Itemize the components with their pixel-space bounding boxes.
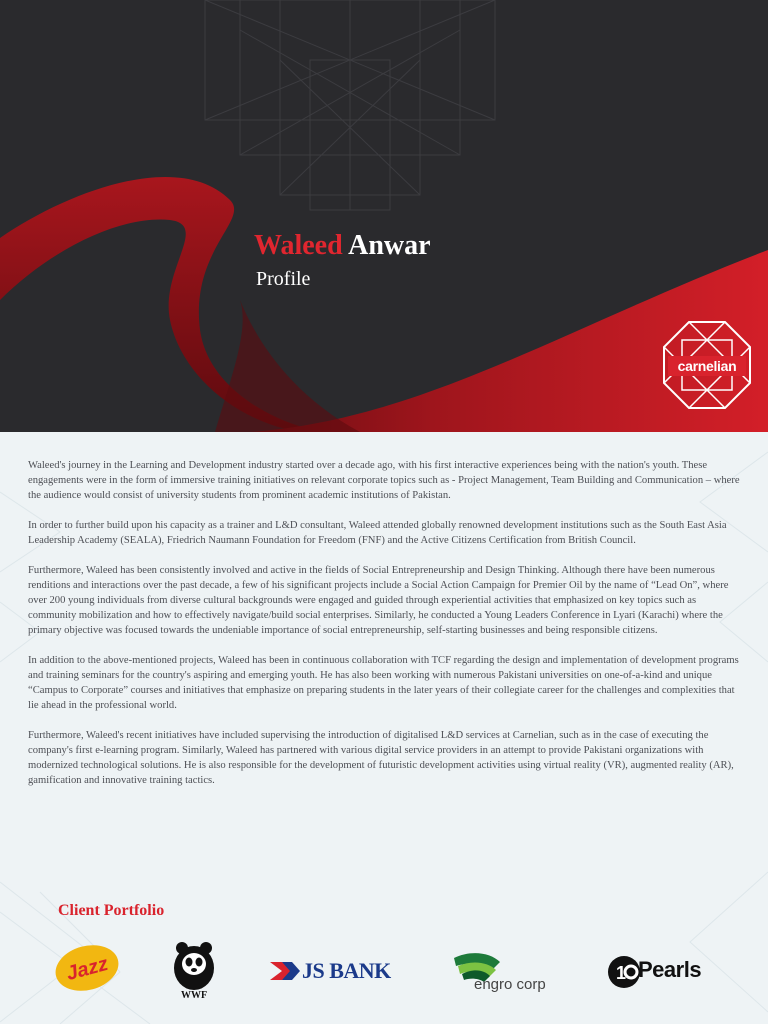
engro-logo-text: engro corp xyxy=(474,976,546,993)
profile-subtitle: Profile xyxy=(256,268,311,290)
jsbank-logo-text: JS BANK xyxy=(302,958,391,983)
jazz-logo-text: Jazz xyxy=(64,952,111,986)
paragraph: Furthermore, Waleed's recent initiatives have included supervising the introduction of digitalised L&D services at Carnelian, such as in the case of executing the company's first e-learning program. Similarly, Waleed has partnered with various digital service providers in an attempt to provide Pakistani organizations with modernized technological solutions. He is also responsible for the development of futuristic development activities using virtual reality (VR), augmented reality (AR), gamification and innovative training tactics. xyxy=(28,730,734,786)
svg-text:1: 1 xyxy=(615,963,627,983)
last-name: Anwar xyxy=(348,230,431,261)
profile-name xyxy=(254,230,431,262)
first-name: Waleed xyxy=(254,230,343,261)
wwf-logo-text: WWF xyxy=(180,990,208,1001)
paragraph: In addition to the above-mentioned projects, Waleed has been in continuous collaboration with TCF regarding the design and implementation of development programs and training seminars for the country's aspiring and emerging youth. He has also been working with numerous Pakistani universities on one-of-a-kind and unique “Campus to Corporate” courses and initiatives that emphasize on preparing students in the later years of their collegiate career for the challenges and complexities that lie ahead in the professional world. xyxy=(28,655,739,711)
geometric-pattern xyxy=(205,0,495,210)
paragraph: Furthermore, Waleed has been consistently involved and active in the fields of Social Entrepreneurship and Design Thinking. Although there have been numerous renditions and interactions over the past decade, a few of his significant projects include a Social Action Campaign for Premier Oil by the name of “Lead On”, where over 200 young individuals from diverse cultural backgrounds were engaged and guided through experiential activities that emphasized on key topics such as community mobilization and how to effectively navigate/build social enterprises. Similarly, he conducted a Young Leaders Conference in Lyari (Karachi) where the primary objective was focused towards the undeniable importance of social entrepreneurship, self-starting businesses and being responsible citizens. xyxy=(28,565,729,636)
paragraph: In order to further build upon his capacity as a trainer and L&D consultant, Waleed attended globally renowned development institutions such as the South East Asia Leadership Academy (SEALA), Friedrich Naumann Foundation for Freedom (FNF) and the Active Citizens Certification from British Council. xyxy=(28,520,727,546)
profile-body xyxy=(28,458,742,803)
jazz-logo xyxy=(52,942,122,994)
header-banner xyxy=(0,0,768,432)
paragraph: Waleed's journey in the Learning and Development industry started over a decade ago, with his first interactive experiences being with the nation's youth. These engagements were in the form of immersive training initiatives on relevant corporate topics such as - Project Management, Team Building and Communication – where the audience would consist of university students from prominent academic institutions of Pakistan. xyxy=(28,460,740,501)
client-portfolio-title: Client Portfolio xyxy=(58,902,165,919)
carnelian-logo-text: carnelian xyxy=(677,358,737,374)
tenpearls-logo-text: Pearls xyxy=(638,957,702,982)
header-artwork xyxy=(0,0,768,432)
